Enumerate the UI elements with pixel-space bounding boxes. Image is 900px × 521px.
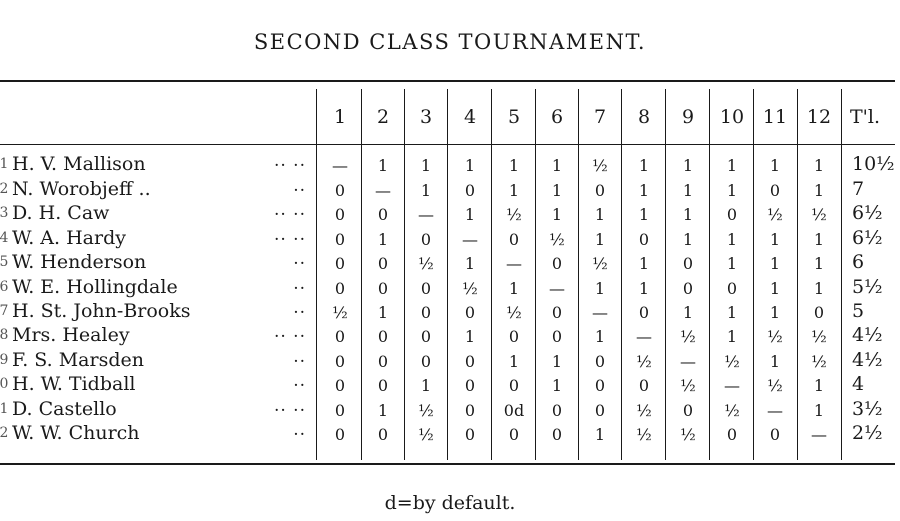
page-title: SECOND CLASS TOURNAMENT. bbox=[253, 30, 647, 54]
result-cell: ½ bbox=[767, 205, 783, 224]
result-cell: 1 bbox=[638, 279, 650, 298]
result-cell: 1 bbox=[594, 230, 606, 249]
player-name: W. A. Hardy bbox=[12, 227, 126, 249]
column-header: 11 bbox=[762, 106, 788, 128]
player-name: W. Henderson bbox=[12, 251, 147, 273]
result-cell: 1 bbox=[726, 327, 738, 346]
result-cell: ½ bbox=[418, 254, 434, 273]
result-cell: — bbox=[811, 425, 827, 444]
result-cell: 0 bbox=[464, 303, 476, 322]
column-header: 12 bbox=[806, 106, 832, 128]
column-divider bbox=[797, 89, 798, 460]
total-score: 6 bbox=[852, 251, 865, 273]
leader-dots: .. bbox=[293, 298, 306, 318]
total-score: 5 bbox=[852, 300, 865, 322]
result-cell: 1 bbox=[769, 303, 781, 322]
player-name: D. H. Caw bbox=[12, 202, 110, 224]
result-cell: 0 bbox=[551, 425, 563, 444]
column-divider bbox=[404, 89, 405, 460]
total-score: 2½ bbox=[852, 422, 883, 444]
result-cell: 1 bbox=[594, 425, 606, 444]
row-number: 6 bbox=[0, 279, 9, 295]
result-cell: ½ bbox=[680, 327, 696, 346]
total-score: 6½ bbox=[852, 227, 883, 249]
result-cell: 1 bbox=[594, 327, 606, 346]
column-divider bbox=[665, 89, 666, 460]
result-cell: 1 bbox=[769, 254, 781, 273]
result-cell: 0 bbox=[551, 254, 563, 273]
result-cell: ½ bbox=[592, 156, 608, 175]
result-cell: ½ bbox=[636, 401, 652, 420]
player-name: W. W. Church bbox=[12, 422, 140, 444]
result-cell: 1 bbox=[594, 205, 606, 224]
result-cell: 1 bbox=[726, 303, 738, 322]
result-cell: 0 bbox=[813, 303, 825, 322]
result-cell: 0 bbox=[420, 230, 432, 249]
result-cell: 1 bbox=[508, 352, 520, 371]
column-header: 2 bbox=[376, 106, 390, 128]
result-cell: — bbox=[418, 205, 434, 224]
row-number: 5 bbox=[0, 254, 9, 270]
result-cell: 1 bbox=[682, 205, 694, 224]
leader-dots: .. bbox=[293, 371, 306, 391]
column-header: 7 bbox=[593, 106, 607, 128]
result-cell: 0 bbox=[594, 401, 606, 420]
column-divider bbox=[621, 89, 622, 460]
result-cell: 1 bbox=[682, 230, 694, 249]
result-cell: ½ bbox=[811, 327, 827, 346]
result-cell: 0 bbox=[464, 401, 476, 420]
leader-dots: .. .. bbox=[273, 151, 306, 171]
result-cell: 0 bbox=[682, 401, 694, 420]
result-cell: — bbox=[332, 156, 348, 175]
result-cell: 1 bbox=[377, 156, 389, 175]
leader-dots: .. bbox=[293, 347, 306, 367]
result-cell: 0 bbox=[334, 279, 346, 298]
result-cell: 1 bbox=[420, 376, 432, 395]
result-cell: 0 bbox=[508, 376, 520, 395]
leader-dots: .. bbox=[293, 274, 306, 294]
result-cell: 1 bbox=[813, 156, 825, 175]
row-number: 1 bbox=[0, 156, 9, 172]
result-cell: ½ bbox=[811, 352, 827, 371]
column-divider bbox=[709, 89, 710, 460]
result-cell: 0 bbox=[334, 425, 346, 444]
player-name: D. Castello bbox=[12, 398, 117, 420]
result-cell: 1 bbox=[638, 156, 650, 175]
result-cell: 0 bbox=[334, 352, 346, 371]
result-cell: 1 bbox=[464, 254, 476, 273]
total-score: 7 bbox=[852, 178, 865, 200]
result-cell: 1 bbox=[594, 279, 606, 298]
result-cell: 1 bbox=[551, 376, 563, 395]
result-cell: 0 bbox=[769, 425, 781, 444]
player-name: H. V. Mallison bbox=[12, 153, 146, 175]
player-name: F. S. Marsden bbox=[12, 349, 144, 371]
column-header: 10 bbox=[719, 106, 745, 128]
result-cell: 1 bbox=[769, 230, 781, 249]
result-cell: 0 bbox=[638, 303, 650, 322]
result-cell: 1 bbox=[464, 205, 476, 224]
result-cell: ½ bbox=[506, 205, 522, 224]
player-name: H. St. John-Brooks bbox=[12, 300, 191, 322]
result-cell: 0 bbox=[420, 303, 432, 322]
result-cell: ½ bbox=[592, 254, 608, 273]
result-cell: ½ bbox=[418, 401, 434, 420]
leader-dots: .. bbox=[293, 420, 306, 440]
total-score: 4½ bbox=[852, 324, 883, 346]
result-cell: ½ bbox=[811, 205, 827, 224]
result-cell: — bbox=[636, 327, 652, 346]
result-cell: 1 bbox=[682, 181, 694, 200]
leader-dots: .. .. bbox=[273, 225, 306, 245]
row-number: 2 bbox=[0, 425, 9, 441]
result-cell: 1 bbox=[551, 352, 563, 371]
result-cell: 0 bbox=[464, 352, 476, 371]
result-cell: — bbox=[592, 303, 608, 322]
total-score: 6½ bbox=[852, 202, 883, 224]
result-cell: 0 bbox=[682, 279, 694, 298]
result-cell: 1 bbox=[769, 352, 781, 371]
total-score: 5½ bbox=[852, 276, 883, 298]
result-cell: 0 bbox=[334, 327, 346, 346]
result-cell: 1 bbox=[377, 230, 389, 249]
result-cell: 1 bbox=[726, 181, 738, 200]
result-cell: ½ bbox=[767, 376, 783, 395]
total-score: 4½ bbox=[852, 349, 883, 371]
row-number: 4 bbox=[0, 230, 9, 246]
result-cell: 0 bbox=[334, 230, 346, 249]
result-cell: 1 bbox=[813, 279, 825, 298]
result-cell: ½ bbox=[724, 352, 740, 371]
result-cell: 0 bbox=[464, 376, 476, 395]
result-cell: ½ bbox=[767, 327, 783, 346]
leader-dots: .. .. bbox=[273, 396, 306, 416]
result-cell: 1 bbox=[464, 327, 476, 346]
result-cell: ½ bbox=[418, 425, 434, 444]
column-divider bbox=[491, 89, 492, 460]
result-cell: 0 bbox=[551, 401, 563, 420]
result-cell: 1 bbox=[508, 279, 520, 298]
row-number: 0 bbox=[0, 376, 9, 392]
total-score: 3½ bbox=[852, 398, 883, 420]
result-cell: 0 bbox=[377, 205, 389, 224]
result-cell: 0 bbox=[508, 230, 520, 249]
result-cell: 1 bbox=[420, 181, 432, 200]
column-header: T'l. bbox=[849, 106, 880, 128]
result-cell: 1 bbox=[682, 303, 694, 322]
result-cell: 1 bbox=[638, 254, 650, 273]
result-cell: 1 bbox=[726, 156, 738, 175]
result-cell: ½ bbox=[724, 401, 740, 420]
result-cell: ½ bbox=[462, 279, 478, 298]
result-cell: 0 bbox=[334, 376, 346, 395]
result-cell: 0d bbox=[503, 401, 525, 420]
result-cell: ½ bbox=[506, 303, 522, 322]
result-cell: 1 bbox=[464, 156, 476, 175]
result-cell: 0 bbox=[420, 279, 432, 298]
result-cell: 1 bbox=[377, 401, 389, 420]
result-cell: 0 bbox=[726, 279, 738, 298]
result-cell: ½ bbox=[332, 303, 348, 322]
result-cell: 1 bbox=[508, 181, 520, 200]
result-cell: 1 bbox=[638, 205, 650, 224]
result-cell: 0 bbox=[334, 181, 346, 200]
row-number: 3 bbox=[0, 205, 9, 221]
result-cell: 1 bbox=[813, 376, 825, 395]
column-header: 5 bbox=[507, 106, 521, 128]
leader-dots: .. .. bbox=[273, 322, 306, 342]
result-cell: 0 bbox=[334, 205, 346, 224]
column-divider bbox=[361, 89, 362, 460]
result-cell: 1 bbox=[813, 401, 825, 420]
result-cell: 0 bbox=[726, 425, 738, 444]
column-divider bbox=[316, 89, 317, 460]
result-cell: 1 bbox=[769, 156, 781, 175]
column-divider bbox=[841, 89, 842, 460]
result-cell: 0 bbox=[464, 181, 476, 200]
result-cell: — bbox=[506, 254, 522, 273]
result-cell: 0 bbox=[377, 425, 389, 444]
top-rule bbox=[0, 80, 895, 82]
result-cell: 0 bbox=[594, 352, 606, 371]
result-cell: 1 bbox=[726, 230, 738, 249]
result-cell: — bbox=[767, 401, 783, 420]
result-cell: 1 bbox=[551, 156, 563, 175]
player-name: N. Worobjeff .. bbox=[12, 178, 151, 200]
result-cell: 1 bbox=[682, 156, 694, 175]
result-cell: 0 bbox=[334, 254, 346, 273]
result-cell: — bbox=[549, 279, 565, 298]
column-header: 6 bbox=[550, 106, 564, 128]
result-cell: ½ bbox=[636, 425, 652, 444]
column-header: 8 bbox=[637, 106, 651, 128]
result-cell: 0 bbox=[682, 254, 694, 273]
result-cell: — bbox=[680, 352, 696, 371]
result-cell: 1 bbox=[377, 303, 389, 322]
result-cell: 1 bbox=[813, 181, 825, 200]
footnote: d=by default. bbox=[384, 492, 516, 514]
result-cell: 1 bbox=[726, 254, 738, 273]
result-cell: 0 bbox=[420, 327, 432, 346]
result-cell: 1 bbox=[769, 279, 781, 298]
result-cell: 1 bbox=[551, 181, 563, 200]
result-cell: 0 bbox=[726, 205, 738, 224]
row-number: 2 bbox=[0, 181, 9, 197]
column-divider bbox=[753, 89, 754, 460]
result-cell: 0 bbox=[464, 425, 476, 444]
result-cell: 0 bbox=[377, 376, 389, 395]
row-number: 1 bbox=[0, 401, 9, 417]
result-cell: 1 bbox=[813, 254, 825, 273]
result-cell: 0 bbox=[594, 181, 606, 200]
result-cell: ½ bbox=[636, 352, 652, 371]
result-cell: 0 bbox=[377, 279, 389, 298]
result-cell: 0 bbox=[334, 401, 346, 420]
column-header: 9 bbox=[681, 106, 695, 128]
result-cell: — bbox=[724, 376, 740, 395]
result-cell: 0 bbox=[377, 352, 389, 371]
player-name: W. E. Hollingdale bbox=[12, 276, 178, 298]
result-cell: 1 bbox=[420, 156, 432, 175]
result-cell: — bbox=[462, 230, 478, 249]
result-cell: ½ bbox=[680, 376, 696, 395]
result-cell: 1 bbox=[638, 181, 650, 200]
result-cell: 0 bbox=[638, 230, 650, 249]
player-name: Mrs. Healey bbox=[12, 324, 130, 346]
leader-dots: .. .. bbox=[273, 200, 306, 220]
row-number: 7 bbox=[0, 303, 9, 319]
result-cell: 0 bbox=[377, 254, 389, 273]
column-divider bbox=[535, 89, 536, 460]
result-cell: 1 bbox=[813, 230, 825, 249]
bottom-rule bbox=[0, 463, 895, 465]
result-cell: 0 bbox=[508, 327, 520, 346]
result-cell: 0 bbox=[551, 327, 563, 346]
total-score: 10½ bbox=[852, 153, 895, 175]
result-cell: 0 bbox=[377, 327, 389, 346]
player-name: H. W. Tidball bbox=[12, 373, 136, 395]
column-header: 1 bbox=[333, 106, 347, 128]
leader-dots: .. bbox=[293, 176, 306, 196]
result-cell: — bbox=[375, 181, 391, 200]
column-header: 3 bbox=[419, 106, 433, 128]
result-cell: 0 bbox=[769, 181, 781, 200]
column-header: 4 bbox=[463, 106, 477, 128]
result-cell: 0 bbox=[508, 425, 520, 444]
result-cell: 1 bbox=[551, 205, 563, 224]
leader-dots: .. bbox=[293, 249, 306, 269]
column-divider bbox=[578, 89, 579, 460]
result-cell: ½ bbox=[549, 230, 565, 249]
column-divider bbox=[447, 89, 448, 460]
result-cell: 0 bbox=[594, 376, 606, 395]
result-cell: 1 bbox=[508, 156, 520, 175]
result-cell: 0 bbox=[638, 376, 650, 395]
result-cell: 0 bbox=[551, 303, 563, 322]
row-number: 9 bbox=[0, 352, 9, 368]
result-cell: 0 bbox=[420, 352, 432, 371]
row-number: 8 bbox=[0, 327, 9, 343]
result-cell: ½ bbox=[680, 425, 696, 444]
total-score: 4 bbox=[852, 373, 865, 395]
